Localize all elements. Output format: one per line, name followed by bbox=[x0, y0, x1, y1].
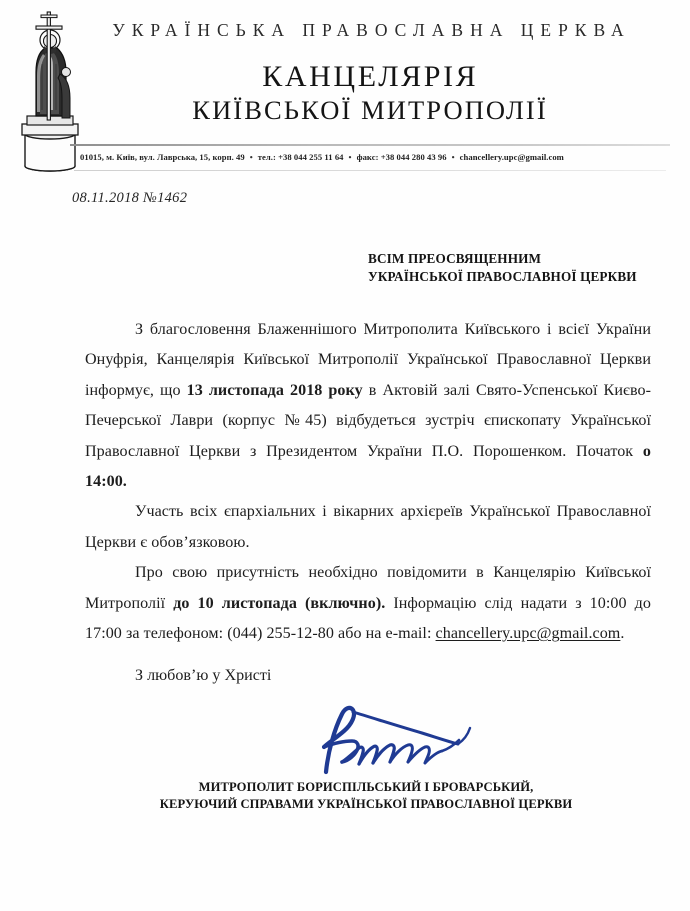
letterhead-title bbox=[86, 60, 652, 126]
letterhead bbox=[0, 0, 690, 180]
addressee-line-2: УКРАЇНСЬКОЇ ПРАВОСЛАВНОЇ ЦЕРКВИ bbox=[368, 269, 637, 284]
contact-separator-1: • bbox=[249, 152, 253, 162]
contact-fax-label: факс: bbox=[356, 152, 379, 162]
addressee-line-1: ВСІМ ПРЕОСВЯЩЕННИМ bbox=[368, 251, 542, 266]
handwritten-signature bbox=[298, 700, 498, 778]
paragraph-3 bbox=[85, 558, 651, 649]
paragraph-1-bold-time: о 14:00. bbox=[85, 442, 651, 491]
document-reference: 08.11.2018 №1462 bbox=[72, 190, 188, 206]
letterhead-divider-secondary bbox=[74, 170, 666, 171]
signer-title-line-2: КЕРУЮЧИЙ СПРАВАМИ УКРАЇНСЬКОЇ ПРАВОСЛАВНОЇ ЦЕРКВИ bbox=[159, 797, 573, 811]
contact-phone-label: тел.: bbox=[257, 152, 276, 162]
paragraph-3-bold-deadline: до 10 листопада (включно). bbox=[173, 594, 386, 612]
addressee-block bbox=[368, 250, 668, 286]
contact-phone: +38 044 255 11 64 bbox=[278, 152, 344, 162]
paragraph-3-part-2: Інформацію слід надати з 10:00 до 17:00 за телефоном: (044) 255-12-80 або на e-mail: bbox=[85, 594, 651, 643]
paragraph-2-text: Участь всіх єпархіальних і вікарних архієреїв Української Православної Церкви є обов’язковою. bbox=[85, 503, 651, 551]
paragraph-3-part-1: Про свою присутність необхідно повідомити в Канцелярію Київської Митрополії bbox=[85, 564, 651, 612]
contact-fax: +38 044 280 43 96 bbox=[380, 152, 447, 162]
contact-email[interactable]: chancellery.upc@gmail.com bbox=[459, 152, 564, 162]
paragraph-1-part-1: З благословення Блаженнішого Митрополита Київського і всієї України Онуфрія, Канцелярія Київської Митрополії Української Православної Церкви інформує, що bbox=[85, 321, 651, 399]
letterhead-divider bbox=[70, 144, 670, 146]
paragraph-3-part-3: . bbox=[620, 625, 625, 643]
letterhead-title-line-1: КАНЦЕЛЯРІЯ bbox=[262, 60, 479, 93]
paragraph-1 bbox=[85, 315, 651, 497]
contact-separator-3: • bbox=[451, 152, 455, 162]
contact-address: 01015, м. Київ, вул. Лаврська, 15, корп. 49 bbox=[80, 152, 245, 162]
paragraph-2 bbox=[85, 497, 651, 558]
paragraph-1-part-2: в Актовій залі Свято-Успенської Києво-Печерської Лаври (корпус №45) відбудеться зустріч єпископату Української Православної Церкви з Президентом України П.О. Порошенком. Початок bbox=[85, 381, 651, 460]
contact-separator-2: • bbox=[348, 152, 352, 162]
closing-salutation: З любов’ю у Христі bbox=[135, 667, 272, 684]
paragraph-1-bold-date: 13 листопада 2018 року bbox=[186, 381, 363, 399]
organization-name: УКРАЇНСЬКА ПРАВОСЛАВНА ЦЕРКВА bbox=[112, 20, 631, 40]
contact-line bbox=[80, 150, 672, 164]
paragraph-3-email-link[interactable]: chancellery.upc@gmail.com bbox=[435, 625, 621, 643]
signer-title-line-1: МИТРОПОЛИТ БОРИСПІЛЬСЬКИЙ І БРОВАРСЬКИЙ, bbox=[198, 780, 534, 794]
signer-title bbox=[86, 779, 646, 813]
letterhead-title-line-2: КИЇВСЬКОЇ МИТРОПОЛІЇ bbox=[192, 95, 548, 125]
letter-body bbox=[85, 315, 651, 649]
saint-volodymyr-monument-icon bbox=[14, 6, 86, 176]
